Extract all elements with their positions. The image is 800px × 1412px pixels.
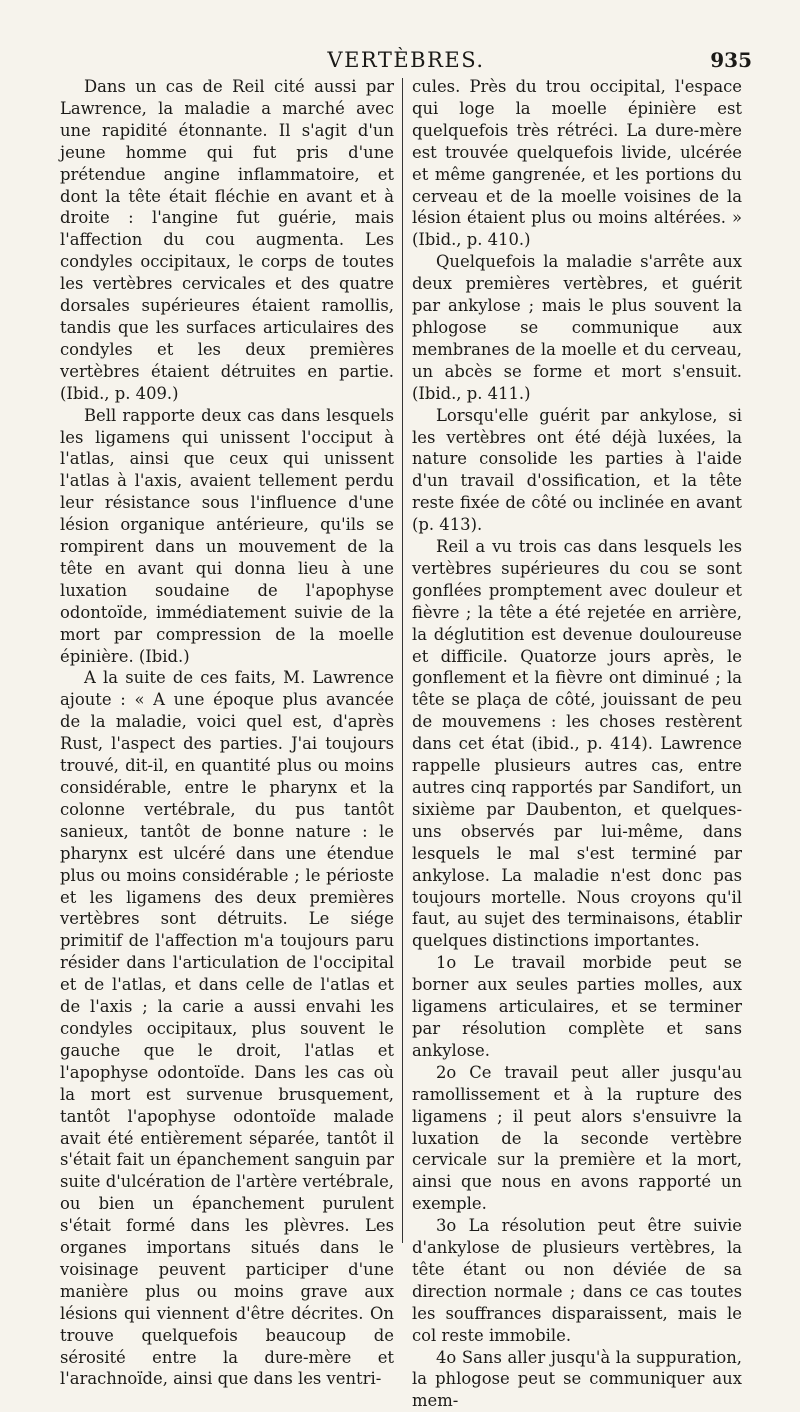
right-column — [412, 76, 742, 1411]
paragraph: Dans un cas de Reil cité aussi par Lawrence, la maladie a marché avec une rapidité étonnante. Il s'agit d'un jeune homme qui fut pris d'une prétendue angine inflammatoire, et dont la tête était fléchie en avant et à droite : l'angine fut guérie, mais l'affection du cou augmenta. Les condyles occipitaux, le corps de toutes les vertèbres cervicales et des quatre dorsales supérieures étaient ramollis, tandis que les surfaces articulaires des condyles et les deux premières vertèbres étaient détruites en partie. (Ibid., p. 409.) — [60, 77, 394, 403]
running-header — [60, 48, 752, 78]
column-divider — [402, 78, 403, 1243]
numbered-item-1: 1o Le travail morbide peut se borner aux seules parties molles, aux ligamens articulaires, et se terminer par résolution complète et sans ankylose. — [412, 953, 742, 1060]
paragraph: Bell rapporte deux cas dans lesquels les ligamens qui unissent l'occiput à l'atlas, ainsi que ceux qui unissent l'atlas à l'axis, avaient tellement perdu leur résistance sous l'influence d'une lésion organique antérieure, qu'ils se rompirent dans un mouvement de la tête en avant qui donna lieu à une luxation soudaine de l'apophyse odontoïde, immédiatement suivie de la mort par compression de la moelle épinière. (Ibid.) — [60, 405, 394, 666]
paragraph: Quelquefois la maladie s'arrête aux deux premières vertèbres, et guérit par ankylose ; mais le plus souvent la phlogose se communique aux membranes de la moelle et du cerveau, un abcès se forme et mort s'ensuit. (Ibid., p. 411.) — [412, 252, 742, 403]
paragraph: Lorsqu'elle guérit par ankylose, si les vertèbres ont été déjà luxées, la nature consolide les parties à l'aide d'un travail d'ossification, et la tête reste fixée de côté ou inclinée en avant (p. 413). — [412, 405, 742, 535]
left-column — [60, 76, 394, 1389]
numbered-item-2: 2o Ce travail peut aller jusqu'au ramollissement et à la rupture des ligamens ; il peut alors s'ensuivre la luxation de la seconde vertèbre cervicale sur la première et la mort, ainsi que nous en avons rapporté un exemple. — [412, 1062, 742, 1214]
numbered-item-4: 4o Sans aller jusqu'à la suppuration, la phlogose peut se communiquer aux mem- — [412, 1347, 742, 1411]
page-title: VERTÈBRES. — [327, 48, 485, 72]
page-number: 935 — [710, 48, 752, 72]
paragraph: A la suite de ces faits, M. Lawrence ajoute : « A une époque plus avancée de la maladie, voici quel est, d'après Rust, l'aspect des parties. J'ai toujours trouvé, dit-il, en quantité plus ou moins considérable, entre le pharynx et la colonne vertébrale, du pus tantôt sanieux, tantôt de bonne nature : le pharynx est ulcéré dans une étendue plus ou moins considérable ; le périoste et les ligamens des deux premières vertèbres sont détruits. Le siége primitif de l'affection m'a toujours paru résider dans l'articulation de l'occipital et de l'atlas, et dans celle de l'atlas et de l'axis ; la carie a aussi envahi les condyles occipitaux, plus souvent le gauche que le droit, l'atlas et l'apophyse odontoïde. Dans les cas où la mort est survenue brusquement, tantôt l'apophyse odontoïde malade avait été entièrement séparée, tantôt il s'était fait un épanchement sanguin par suite d'ulcération de l'artère vertébrale, ou bien un épanchement purulent s'était formé dans les plèvres. Les organes importans situés dans le voisinage peuvent participer d'une manière plus ou moins grave aux lésions qui viennent d'être décrites. On trouve quelquefois beaucoup de sérosité entre la dure-mère et l'arachnoïde, ainsi que dans les ventri- — [60, 668, 394, 1389]
numbered-item-3: 3o La résolution peut être suivie d'ankylose de plusieurs vertèbres, la tête étant ou non déviée de sa direction normale ; dans ce cas toutes les souffrances disparaissent, mais le col reste immobile. — [412, 1216, 742, 1345]
paragraph-continued: cules. Près du trou occipital, l'espace qui loge la moelle épinière est quelquefois très rétréci. La dure-mère est trouvée quelquefois livide, ulcérée et même gangrenée, et les portions du cerveau et de la moelle voisines de la lésion étaient plus ou moins altérées. » (Ibid., p. 410.) — [412, 77, 742, 250]
paragraph: Reil a vu trois cas dans lesquels les vertèbres supérieures du cou se sont gonflées promptement avec douleur et fièvre ; la tête a été rejetée en arrière, la déglutition est devenue douloureuse et difficile. Quatorze jours après, le gonflement et la fièvre ont diminué ; la tête se plaça de côté, jouissant de peu de mouvemens : les choses restèrent dans cet état (ibid., p. 414). Lawrence rappelle plusieurs autres cas, entre autres cinq rapportés par Sandifort, un sixième par Daubenton, et quelques-uns observés par lui-même, dans lesquels le mal s'est terminé par ankylose. La maladie n'est donc pas toujours mortelle. Nous croyons qu'il faut, au sujet des terminaisons, établir quelques distinctions importantes. — [412, 537, 742, 951]
